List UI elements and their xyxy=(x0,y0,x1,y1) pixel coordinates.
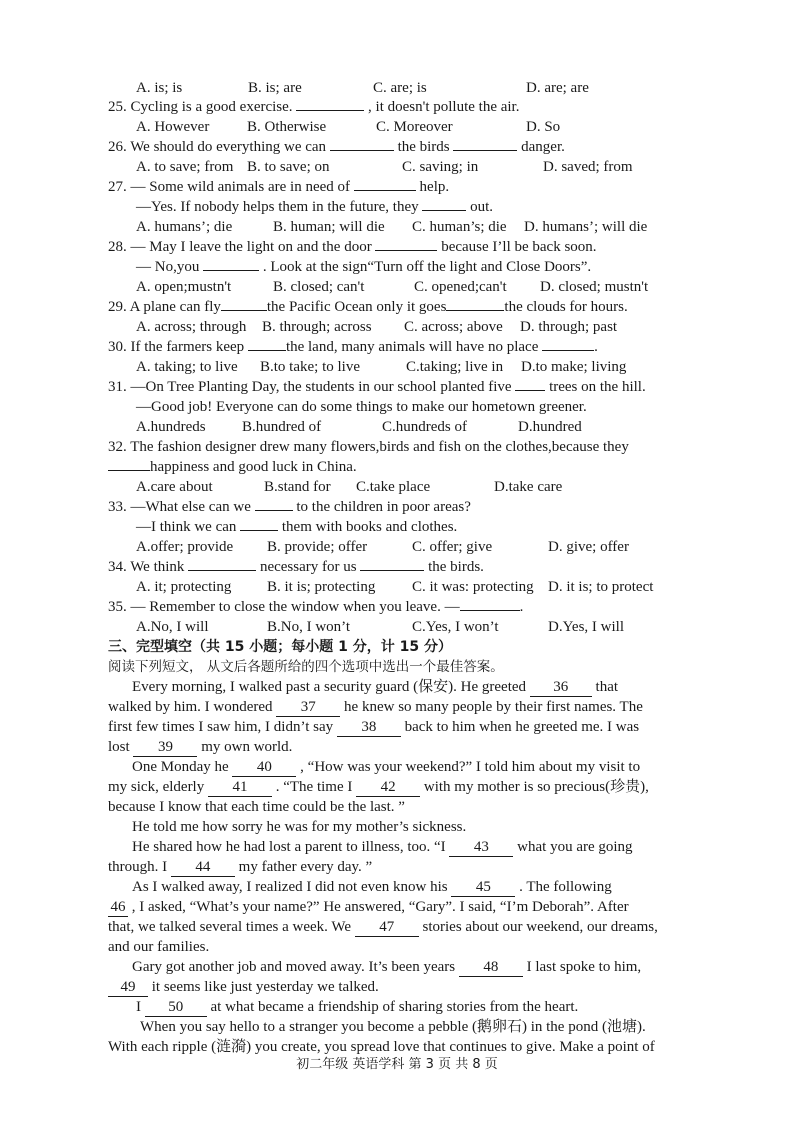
q24-options xyxy=(0,78,794,98)
q28-option-a: A. open;mustn't xyxy=(136,279,232,295)
blank-43: 43 xyxy=(449,839,513,857)
q35-option-d: D.Yes, I will xyxy=(548,619,624,635)
blank-49: 49 xyxy=(108,979,148,997)
passage-line: I 50 at what became a friendship of sharing stories from the heart. xyxy=(136,999,579,1015)
q26-option-a: A. to save; from xyxy=(136,159,234,175)
q26-option-d: D. saved; from xyxy=(543,159,633,175)
q33-blank-2 xyxy=(240,530,278,531)
q32-options xyxy=(0,477,794,497)
q30-blank-1 xyxy=(248,350,286,351)
q31-option-a: A.hundreds xyxy=(136,419,206,435)
q33-option-b: B. provide; offer xyxy=(267,539,368,555)
q29-options xyxy=(0,317,794,337)
passage-line: 49 it seems like just yesterday we talked. xyxy=(0,977,794,997)
passage-line: When you say hello to a stranger you become a pebble (鹅卵石) in the pond (池塘). xyxy=(140,1019,646,1035)
blank-42: 42 xyxy=(356,779,420,797)
blank-45: 45 xyxy=(451,879,515,897)
passage-line: As I walked away, I realized I did not even know his 45 . The following xyxy=(132,879,612,895)
passage-line: walked by him. I wondered 37 he knew so many people by their first names. The xyxy=(108,699,643,715)
q32-option-b: B.stand for xyxy=(264,479,331,495)
q26-blank-1 xyxy=(330,150,394,151)
q24-option-c: C. are; is xyxy=(373,80,427,96)
q25-options xyxy=(0,117,794,137)
q25-option-a: A. However xyxy=(136,119,210,135)
q34-option-a: A. it; protecting xyxy=(136,579,232,595)
q29-blank-2 xyxy=(446,310,504,311)
blank-39: 39 xyxy=(133,739,197,757)
passage-line: my sick, elderly 41 . “The time I 42 with my mother is so precious(珍贵), xyxy=(108,779,649,795)
blank-41: 41 xyxy=(208,779,272,797)
q30-blank-2 xyxy=(542,350,594,351)
q29-option-b: B. through; across xyxy=(262,319,372,335)
q24-option-b: B. is; are xyxy=(248,80,302,96)
q30-stem: 30. If the farmers keep the land, many animals will have no place . xyxy=(108,339,598,355)
blank-44: 44 xyxy=(171,859,235,877)
q25-option-c: C. Moreover xyxy=(376,119,453,135)
blank-40: 40 xyxy=(232,759,296,777)
q33-options xyxy=(0,537,794,557)
blank-46: 46 xyxy=(108,899,128,917)
q30-option-b: B.to take; to live xyxy=(260,359,360,375)
q27-stem-2: —Yes. If nobody helps them in the future, they out. xyxy=(136,199,494,215)
q33-option-a: A.offer; provide xyxy=(136,539,234,555)
blank-47: 47 xyxy=(355,919,419,937)
q28-stem: 28. — May I leave the light on and the door because I’ll be back soon. xyxy=(108,239,597,255)
q32-blank xyxy=(108,470,150,471)
q35-blank xyxy=(460,610,520,611)
q31-options xyxy=(0,417,794,437)
q33-stem: 33. —What else can we to the children in poor areas? xyxy=(108,499,471,515)
q32-option-c: C.take place xyxy=(356,479,431,495)
q27-option-d: D. humans’; will die xyxy=(524,219,648,235)
q31-stem-2: —Good job! Everyone can do some things to make our hometown greener. xyxy=(136,399,587,415)
blank-36: 36 xyxy=(530,679,592,697)
q24-option-a: A. is; is xyxy=(136,80,183,96)
q26-options xyxy=(0,157,794,177)
q33-stem-2: —I think we can them with books and clothes. xyxy=(136,519,458,535)
q25-option-b: B. Otherwise xyxy=(247,119,327,135)
q26-stem: 26. We should do everything we can the birds danger. xyxy=(108,139,565,155)
q35-stem: 35. — Remember to close the window when you leave. — . xyxy=(108,599,524,615)
q25-stem: 25. Cycling is a good exercise. , it doesn't pollute the air. xyxy=(108,99,520,115)
passage-line: that, we talked several times a week. We 47 stories about our weekend, our dreams, xyxy=(108,919,658,935)
q28-option-b: B. closed; can't xyxy=(273,279,365,295)
passage-line: first few times I saw him, I didn’t say 38 back to him when he greeted me. I was xyxy=(108,719,640,735)
q35-option-c: C.Yes, I won’t xyxy=(412,619,499,635)
q32-option-d: D.take care xyxy=(494,479,563,495)
page-footer: 初二年级 英语学科 第 3 页 共 8 页 xyxy=(296,1057,498,1072)
q28-stem-2: — No,you . Look at the sign“Turn off the light and Close Doors”. xyxy=(136,259,592,275)
q32-option-a: A.care about xyxy=(136,479,213,495)
passage-line: and our families. xyxy=(108,939,210,955)
q30-option-c: C.taking; live in xyxy=(406,359,504,375)
q32-stem: 32. The fashion designer drew many flowers,birds and fish on the clothes,because they xyxy=(108,439,629,455)
q26-option-b: B. to save; on xyxy=(247,159,330,175)
q27-options xyxy=(0,217,794,237)
q31-option-b: B.hundred of xyxy=(242,419,322,435)
blank-48: 48 xyxy=(459,959,523,977)
q34-option-b: B. it is; protecting xyxy=(267,579,376,595)
q28-option-d: D. closed; mustn't xyxy=(540,279,649,295)
q28-options xyxy=(0,277,794,297)
q30-options xyxy=(0,357,794,377)
q31-blank xyxy=(515,390,545,391)
q34-blank-1 xyxy=(188,570,256,571)
q35-option-b: B.No, I won’t xyxy=(267,619,351,635)
q35-options xyxy=(0,617,794,637)
q34-option-c: C. it was: protecting xyxy=(412,579,534,595)
q28-blank-1 xyxy=(375,250,437,251)
section-3-instruction: 阅读下列短文， 从文后各题所给的四个选项中选出一个最佳答案。 xyxy=(108,659,504,675)
q27-blank-1 xyxy=(354,190,416,191)
q35-option-a: A.No, I will xyxy=(136,619,209,635)
q25-option-d: D. So xyxy=(526,119,561,135)
q27-blank-2 xyxy=(422,210,466,211)
q28-blank-2 xyxy=(203,270,259,271)
q33-option-d: D. give; offer xyxy=(548,539,629,555)
blank-37: 37 xyxy=(276,699,340,717)
q31-option-c: C.hundreds of xyxy=(382,419,467,435)
q32-stem-2: happiness and good luck in China. xyxy=(0,457,794,477)
q31-option-d: D.hundred xyxy=(518,419,582,435)
q24-option-d: D. are; are xyxy=(526,80,589,96)
q29-option-a: A. across; through xyxy=(136,319,247,335)
q30-option-a: A. taking; to live xyxy=(136,359,238,375)
q26-blank-2 xyxy=(453,150,517,151)
passage-line: With each ripple (涟漪) you create, you spread love that continues to give. Make a point of xyxy=(108,1039,655,1055)
q29-option-c: C. across; above xyxy=(404,319,503,335)
passage-line: through. I 44 my father every day. ” xyxy=(108,859,373,875)
q28-option-c: C. opened;can't xyxy=(414,279,507,295)
q31-stem: 31. —On Tree Planting Day, the students in our school planted five trees on the hill. xyxy=(108,379,646,395)
q29-option-d: D. through; past xyxy=(520,319,618,335)
q34-blank-2 xyxy=(360,570,424,571)
q27-option-c: C. human’s; die xyxy=(412,219,507,235)
passage-line: One Monday he 40 , “How was your weekend?” I told him about my visit to xyxy=(132,759,641,775)
passage-line: because I know that each time could be the last. ” xyxy=(108,799,405,815)
q33-option-c: C. offer; give xyxy=(412,539,493,555)
passage-line: He shared how he had lost a parent to illness, too. “I 43 what you are going xyxy=(132,839,633,855)
q26-option-c: C. saving; in xyxy=(402,159,479,175)
q29-stem: 29. A plane can fly the Pacific Ocean only it goes the clouds for hours. xyxy=(108,299,628,315)
blank-50: 50 xyxy=(145,999,207,1017)
q30-option-d: D.to make; living xyxy=(521,359,627,375)
q34-options xyxy=(0,577,794,597)
q29-blank-1 xyxy=(221,310,267,311)
passage-line: lost 39 my own world. xyxy=(108,739,293,755)
q27-option-b: B. human; will die xyxy=(273,219,385,235)
q33-blank-1 xyxy=(255,510,293,511)
q34-option-d: D. it is; to protect xyxy=(548,579,654,595)
passage-line: Every morning, I walked past a security guard (保安). He greeted 36 that xyxy=(132,679,619,695)
passage-line: Gary got another job and moved away. It’s been years 48 I last spoke to him, xyxy=(132,959,642,975)
q27-stem: 27. — Some wild animals are in need of help. xyxy=(108,179,450,195)
section-3-title: 三、完型填空（共 15 小题；每小题 1 分，计 15 分） xyxy=(108,639,452,655)
passage-line: 46 , I asked, “What’s your name?” He answered, “Gary”. I said, “I’m Deborah”. After xyxy=(0,897,794,917)
q27-option-a: A. humans’; die xyxy=(136,219,233,235)
q25-blank xyxy=(296,110,364,111)
blank-38: 38 xyxy=(337,719,401,737)
q34-stem: 34. We think necessary for us the birds. xyxy=(108,559,484,575)
passage-line: He told me how sorry he was for my mother’s sickness. xyxy=(132,819,467,835)
